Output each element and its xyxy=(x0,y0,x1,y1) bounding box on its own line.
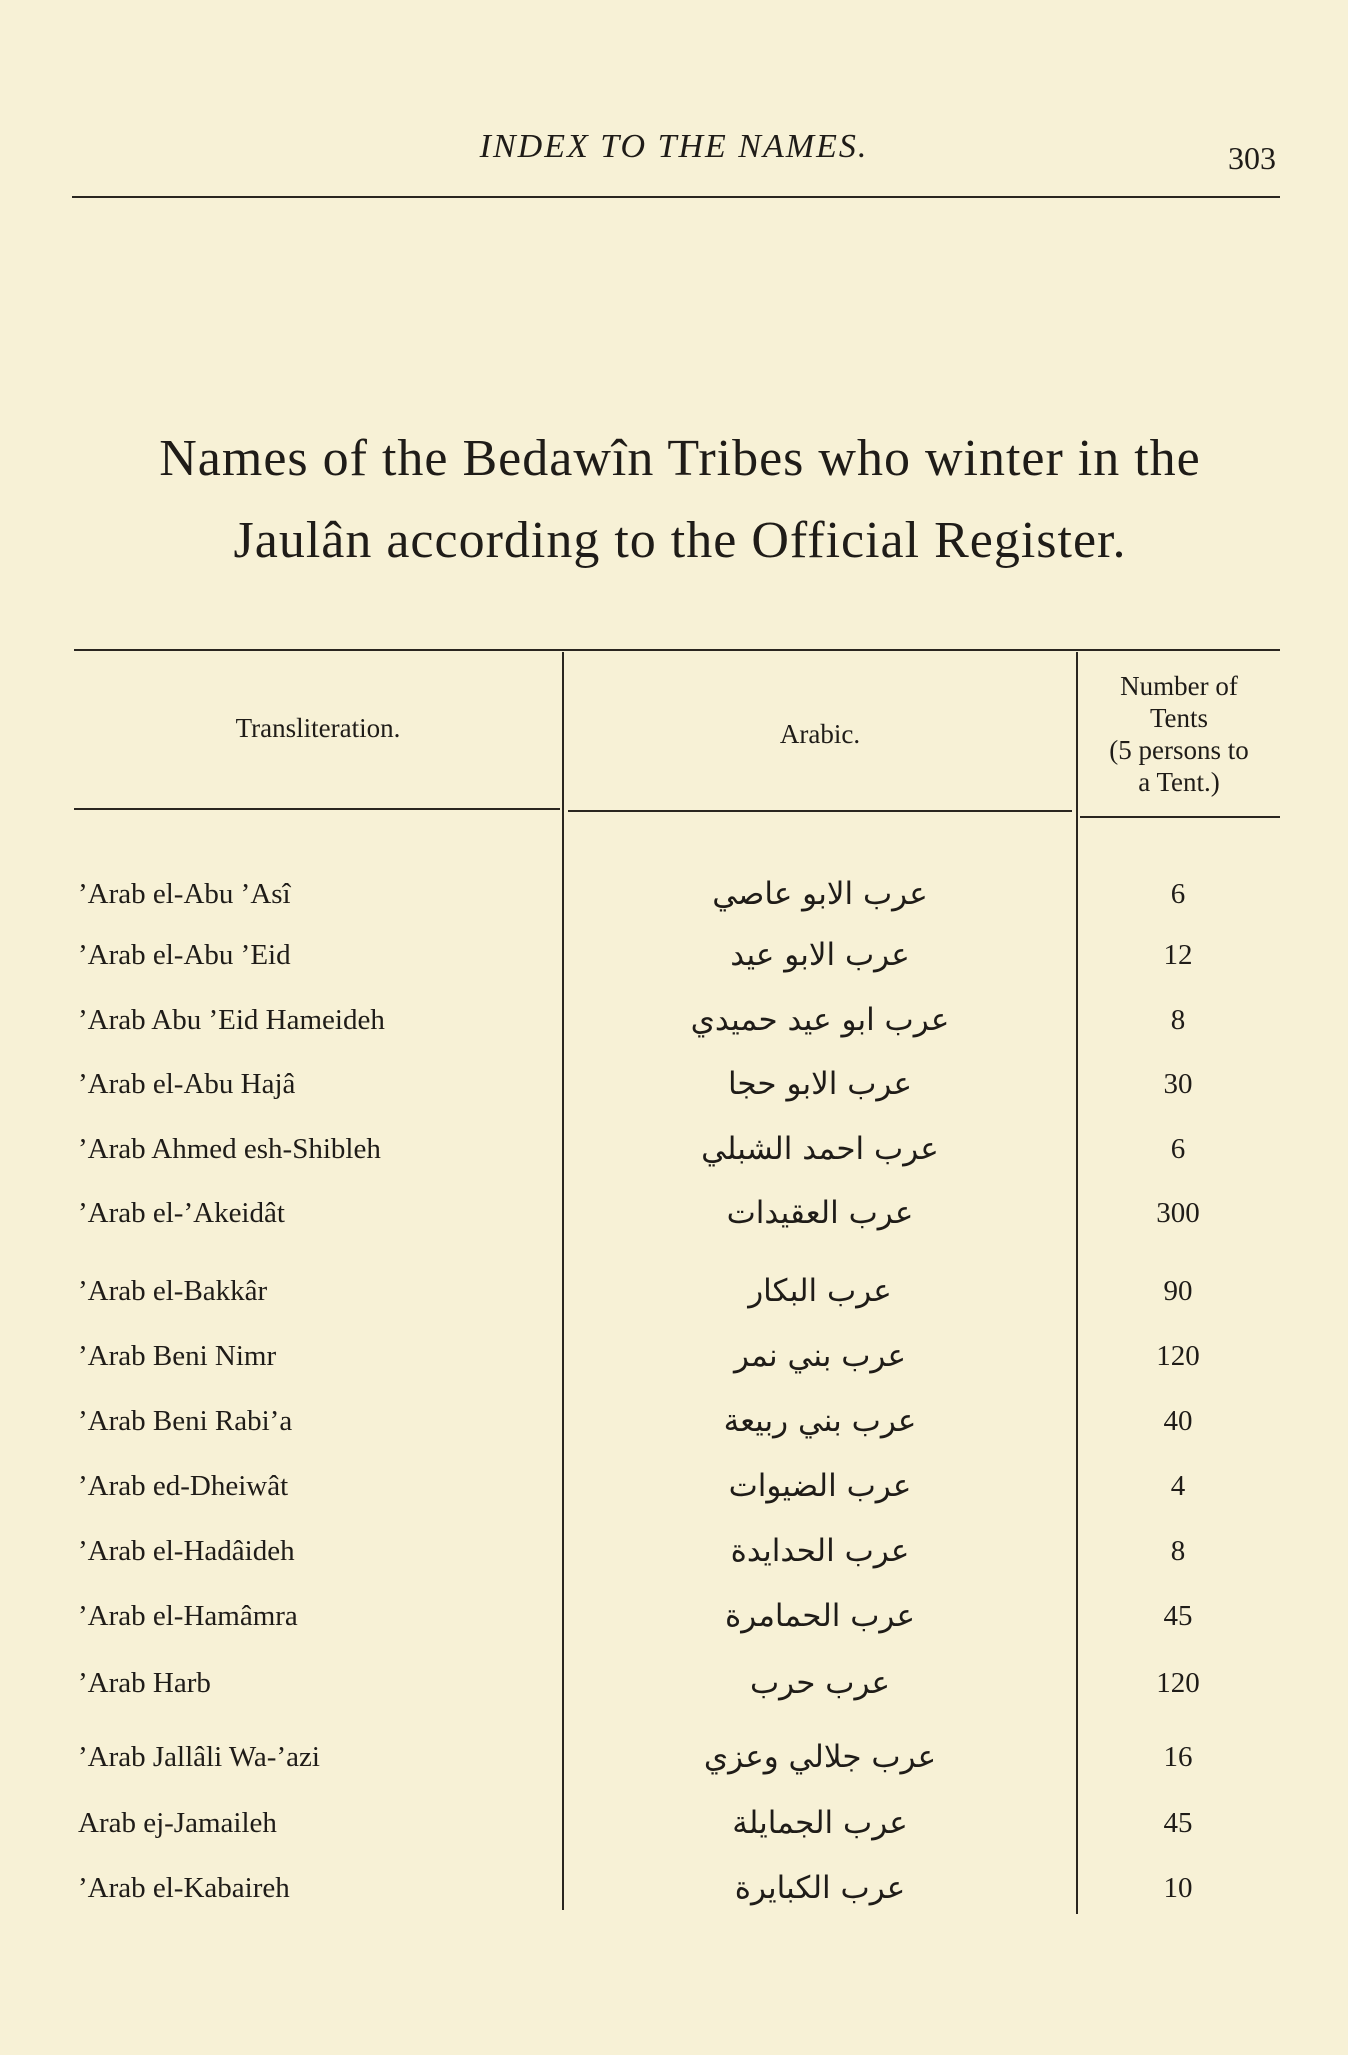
tribe-arabic: عرب بني ربيعة xyxy=(723,1403,917,1439)
tribe-arabic: عرب ابو عيد حميدي xyxy=(690,1002,950,1038)
tent-count: 16 xyxy=(1163,1741,1193,1773)
tribe-name: ’Arab el-Kabaireh xyxy=(78,1872,290,1904)
tribe-name: ’Arab Abu ’Eid Hameideh xyxy=(78,1004,385,1036)
column-header-arabic: Arabic. xyxy=(779,719,861,749)
tribe-name: ’Arab Ahmed esh-Shibleh xyxy=(78,1133,381,1165)
tribe-name: ’Arab Beni Nimr xyxy=(78,1340,277,1372)
table-row xyxy=(0,1525,1348,1577)
tribe-arabic: عرب الابو حجا xyxy=(727,1066,913,1102)
tribe-arabic: عرب الضيوات xyxy=(728,1468,912,1504)
tent-count: 120 xyxy=(1156,1667,1200,1699)
page-number: 303 xyxy=(1228,140,1276,176)
tents-header-line-1: Number of xyxy=(1120,671,1238,701)
table-row xyxy=(0,1330,1348,1382)
tent-count: 300 xyxy=(1156,1197,1200,1229)
tent-count: 120 xyxy=(1156,1340,1200,1372)
header-underline-arabic xyxy=(568,810,1072,812)
tribe-arabic: عرب جلالي وعزي xyxy=(703,1739,937,1775)
table-row xyxy=(0,1731,1348,1783)
tribe-arabic: عرب الحمامرة xyxy=(724,1598,916,1634)
tribe-name: ’Arab el-’Akeidât xyxy=(78,1197,285,1229)
table-row xyxy=(0,994,1348,1046)
tent-count: 8 xyxy=(1170,1535,1186,1567)
tribe-arabic: عرب الحدايدة xyxy=(730,1533,910,1569)
tribe-arabic: عرب بني نمر xyxy=(734,1338,906,1374)
header-underline-transliteration xyxy=(74,808,560,810)
running-head: INDEX TO THE NAMES. xyxy=(479,128,869,165)
table-top-rule xyxy=(74,649,1280,651)
table-row xyxy=(0,1657,1348,1709)
tribe-arabic: عرب العقيدات xyxy=(726,1195,914,1231)
tent-count: 40 xyxy=(1163,1405,1193,1437)
tents-header-line-3: (5 persons to xyxy=(1109,735,1249,765)
tent-count: 12 xyxy=(1163,939,1193,971)
tribe-name: ’Arab el-Hamâmra xyxy=(78,1600,298,1632)
table-row xyxy=(0,1187,1348,1239)
tribe-name: ’Arab Jallâli Wa-’azi xyxy=(78,1741,320,1773)
title-line-2: Jaulân according to the Official Register. xyxy=(233,512,1127,569)
tent-count: 4 xyxy=(1170,1470,1186,1502)
table-row xyxy=(0,1265,1348,1317)
tent-count: 8 xyxy=(1170,1004,1186,1036)
tent-count: 30 xyxy=(1163,1068,1193,1100)
table-row xyxy=(0,1460,1348,1512)
header-underline-tents xyxy=(1080,816,1280,818)
table-row xyxy=(0,929,1348,981)
tribe-arabic: عرب حرب xyxy=(749,1665,891,1701)
table-row xyxy=(0,1058,1348,1110)
tribe-name: ’Arab el-Abu ’Eid xyxy=(78,939,291,971)
page-title xyxy=(60,418,1300,582)
tent-count: 45 xyxy=(1163,1600,1193,1632)
tribe-name: ’Arab ed-Dheiwât xyxy=(78,1470,289,1502)
tribe-name: ’Arab el-Abu Hajâ xyxy=(78,1068,296,1100)
table-row xyxy=(0,1797,1348,1849)
tent-count: 6 xyxy=(1170,1133,1186,1165)
table-row xyxy=(0,1862,1348,1914)
table-row xyxy=(0,868,1348,920)
tribe-name: ’Arab el-Abu ’Asî xyxy=(78,878,291,910)
tribe-name: Arab ej-Jamaileh xyxy=(78,1807,277,1839)
tents-header-line-2: Tents xyxy=(1149,703,1209,733)
tribe-arabic: عرب الابو عاصي xyxy=(712,876,928,912)
tent-count: 10 xyxy=(1163,1872,1193,1904)
table-row xyxy=(0,1590,1348,1642)
title-line-1: Names of the Bedawîn Tribes who winter in the xyxy=(159,430,1201,487)
table-row xyxy=(0,1123,1348,1175)
tent-count: 6 xyxy=(1170,878,1186,910)
column-header-tents xyxy=(1078,670,1280,798)
tribe-name: ’Arab Beni Rabi’a xyxy=(78,1405,293,1437)
tribe-arabic: عرب الجمايلة xyxy=(732,1805,908,1841)
column-header-transliteration: Transliteration. xyxy=(235,713,401,743)
table-row xyxy=(0,1395,1348,1447)
tent-count: 45 xyxy=(1163,1807,1193,1839)
tribe-name: ’Arab el-Bakkâr xyxy=(78,1275,268,1307)
tent-count: 90 xyxy=(1163,1275,1193,1307)
tribe-name: ’Arab Harb xyxy=(78,1667,211,1699)
tribe-arabic: عرب الكبايرة xyxy=(734,1870,906,1906)
tribe-arabic: عرب الابو عيد xyxy=(730,937,910,973)
tribe-arabic: عرب احمد الشبلي xyxy=(701,1131,939,1167)
tribe-name: ’Arab el-Hadâideh xyxy=(78,1535,295,1567)
tribe-arabic: عرب البكار xyxy=(748,1273,892,1309)
header-rule xyxy=(72,196,1280,198)
tents-header-line-4: a Tent.) xyxy=(1138,767,1220,797)
